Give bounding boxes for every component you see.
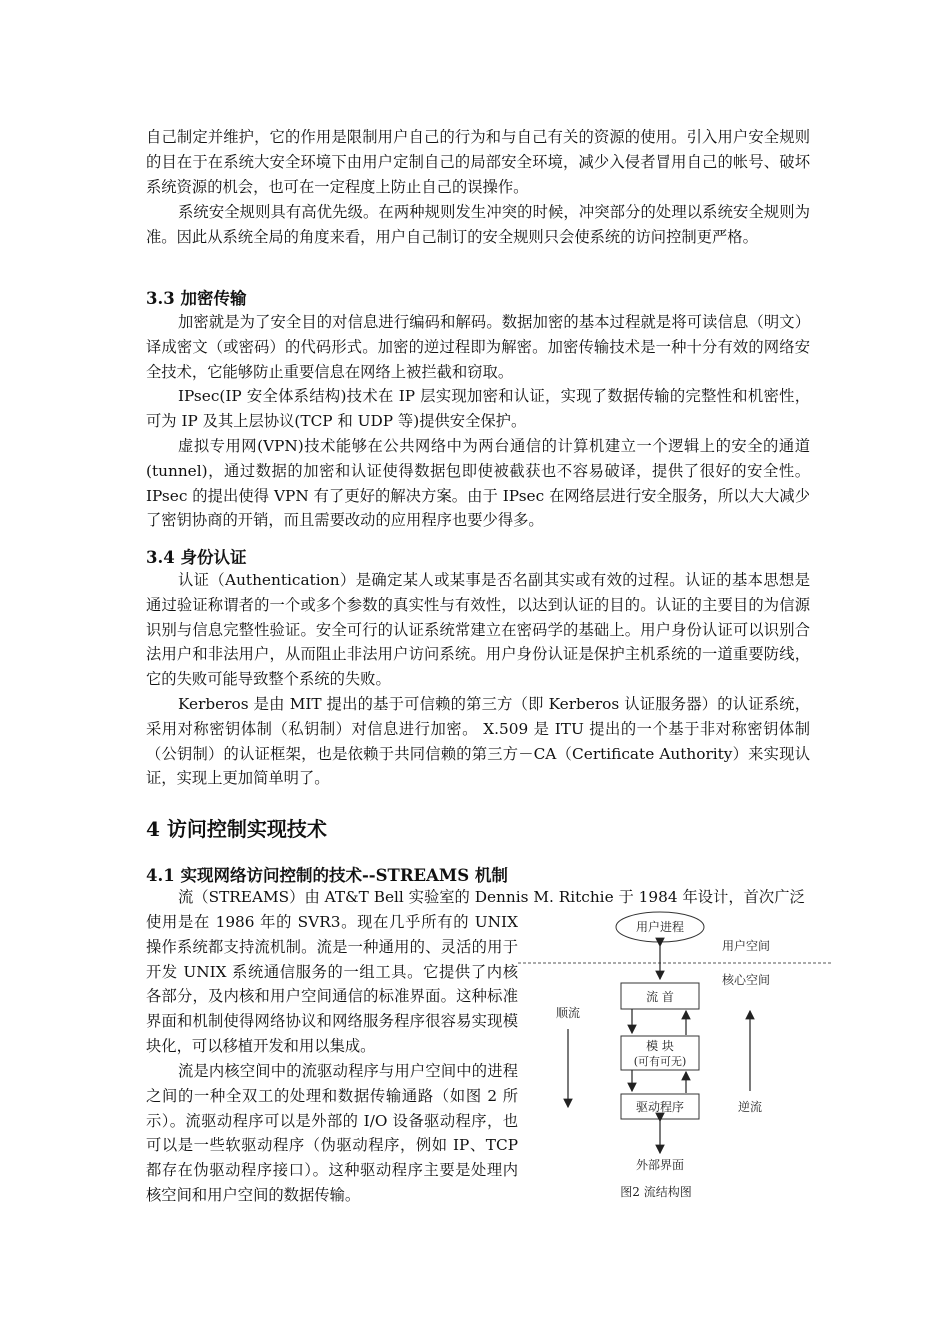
stream-head-label: 流 首: [646, 990, 674, 1004]
heading-3-3: 3.3 加密传输: [146, 289, 247, 308]
module-note: (可有可无): [633, 1055, 687, 1068]
stream-structure-figure: [510, 905, 840, 1215]
paragraph-streams-usage: 使用是在 1986 年的 SVR3。现在几乎所有的 UNIX 操作系统都支持流机制。流是一种通用的、灵活的用于开发 UNIX 系统通信服务的一组工具。它提供了内核各部分，及内核和用户空间通信的标准界面。这种标准界面和机制使得网络协议和网络服务程序很容易实现模块化，可以移植开发和用以集成。: [146, 913, 518, 1055]
paragraph-streams-driver: 流是内核空间中的流驱动程序与用户空间中的进程之间的一种全双工的处理和数据传输通路（如图 2 所示）。流驱动程序可以是外部的 I/O 设备驱动程序，也可以是一些软驱动程序（伪驱动程序，例如 IP、TCP 都存在伪驱动程序接口）。这种驱动程序主要是处理内核空间和用户空间的数据传输。: [146, 1062, 518, 1204]
upstream-label: 逆流: [737, 1100, 763, 1114]
paragraph-encryption: 加密就是为了安全目的对信息进行编码和解码。数据加密的基本过程就是将可读信息（明文）译成密文（或密码）的代码形式。加密的逆过程即为解密。加密传输技术是一种十分有效的网络安全技术，它能够防止重要信息在网络上被拦截和窃取。: [146, 313, 810, 381]
downstream-label: 顺流: [555, 1006, 581, 1020]
heading-4-1: 4.1 实现网络访问控制的技术--STREAMS 机制: [146, 866, 508, 885]
figure-caption: 图2 流结构图: [620, 1185, 692, 1199]
driver-label: 驱动程序: [635, 1100, 685, 1114]
kernel-space-label: 核心空间: [721, 973, 771, 987]
paragraph-streams-intro: 流（STREAMS）由 AT&T Bell 实验室的 Dennis M. Ritchie 于 1984 年设计，首次广泛: [178, 888, 805, 906]
paragraph-vpn: 虚拟专用网(VPN)技术能够在公共网络中为两台通信的计算机建立一个逻辑上的安全的通道(tunnel)，通过数据的加密和认证使得数据包即使被截获也不容易破译，提供了很好的安全性。IPsec 的提出使得 VPN 有了更好的解决方案。由于 IPsec 在网络层进行安全服务，所以大大减少了密钥协商的开销，而且需要改动的应用程序也要少得多。: [146, 437, 810, 530]
user-space-label: 用户空间: [721, 939, 771, 953]
user-process-label: 用户进程: [635, 920, 685, 934]
external-interface-label: 外部界面: [635, 1158, 685, 1172]
module-label: 模 块: [646, 1039, 674, 1053]
heading-3-4: 3.4 身份认证: [146, 548, 247, 567]
paragraph-kerberos: Kerberos 是由 MIT 提出的基于可信赖的第三方（即 Kerberos 认证服务器）的认证系统，采用对称密钥体制（私钥制）对信息进行加密。 X.509 是 ITU 提出的一个基于非对称密钥体制（公钥制）的认证框架，也是依赖于共同信赖的第三方－CA（Certificate Authority）来实现认证，实现上更加简单明了。: [146, 695, 810, 788]
heading-4: 4 访问控制实现技术: [146, 817, 327, 841]
paragraph-system-rules: 系统安全规则具有高优先级。在两种规则发生冲突的时候，冲突部分的处理以系统安全规则为准。因此从系统全局的角度来看，用户自己制订的安全规则只会使系统的访问控制更严格。: [146, 203, 810, 246]
paragraph-authentication: 认证（Authentication）是确定某人或某事是否名副其实或有效的过程。认证的基本思想是通过验证称谓者的一个或多个参数的真实性与有效性，以达到认证的目的。认证的主要目的为信源识别与信息完整性验证。安全可行的认证系统常建立在密码学的基础上。用户身份认证可以识别合法用户和非法用户，从而阻止非法用户访问系统。用户身份认证是保护主机系统的一道重要防线，它的失败可能导致整个系统的失败。: [146, 571, 810, 689]
paragraph-ipsec: IPsec(IP 安全体系结构)技术在 IP 层实现加密和认证，实现了数据传输的完整性和机密性，可为 IP 及其上层协议(TCP 和 UDP 等)提供安全保护。: [146, 387, 810, 430]
paragraph-user-rules: 自己制定并维护，它的作用是限制用户自己的行为和与自己有关的资源的使用。引入用户安全规则的目在于在系统大安全环境下由用户定制自己的局部安全环境，减少入侵者冒用自己的帐号、破坏系统资源的机会，也可在一定程度上防止自己的误操作。: [146, 128, 810, 196]
